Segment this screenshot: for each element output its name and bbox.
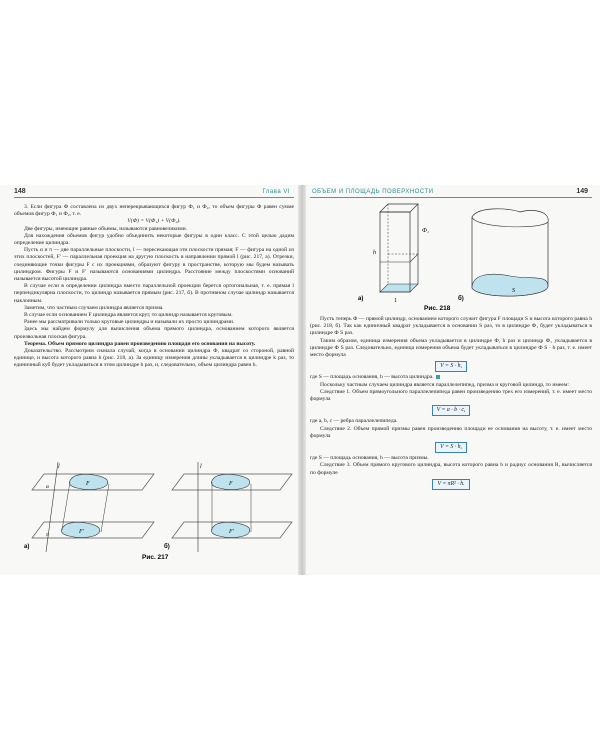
para-equal-volume: Две фигуры, имеющие равные объемы, называются равновеликими. — [24, 225, 188, 232]
cylinder-base-S — [472, 274, 548, 296]
label-S-218: S — [512, 288, 515, 294]
figure-217b — [164, 462, 292, 552]
left-page-body — [14, 204, 294, 370]
para-cylinder-intro: Для нахождения объемов фигур удобно объединить некоторые фигуры в один класс. С этой целью дадим определение цилиндра. — [14, 232, 294, 247]
label-b-218: б) — [458, 296, 464, 302]
label-F-a: F — [86, 481, 90, 487]
para-where-1: где S — площадь основания, h — высота цилиндра. — [310, 374, 592, 381]
label-F-b: F — [229, 481, 233, 487]
figure-217a — [24, 462, 154, 552]
prism-front — [380, 212, 410, 292]
label-alpha-a: α — [46, 484, 49, 490]
label-Fp-a: F′ — [79, 529, 84, 535]
theorem: Теорема. Объем прямого цилиндра равен произведению площади его основания на высоту. — [24, 340, 256, 347]
left-running-head: Глава VI — [262, 189, 290, 195]
para-circular: В случае если основанием F цилиндра является круг, то цилиндр называется круговым. — [24, 312, 233, 319]
para-parallelepiped: Поскольку частным случаем цилиндра является параллелепипед, призма и круговой цилиндр, то имеем: — [320, 381, 569, 388]
label-a: а) — [24, 544, 30, 550]
left-page-number: 148 — [14, 188, 26, 195]
figure-218a — [358, 204, 429, 304]
para-right-cylinder: В случае если в определении цилиндра вместо параллельной проекции берется ортогональная, т. е. прямая l перпендикулярна плоскости, то цилиндр называется прямым (рис. 217, б). В противном случае цилиндр называется наклонным. — [14, 283, 294, 304]
para-prism: Заметим, что частным случаем цилиндра является призма. — [24, 304, 164, 311]
corollary-1: Следствие 1. Объем прямоугольного параллелепипеда равен произведению трех его измерений, т. е. имеет место формула — [310, 388, 592, 403]
left-page-header — [14, 188, 294, 198]
figure-217 — [22, 460, 294, 560]
para-let: Пусть теперь Ф — прямой цилиндр, основанием которого служит фигура F площади S и высота которого равна h (рис. 218, б). Так как единичный квадрат укладывается в основании S раз, то в цилиндре Ф₁ будет укладываться в цилиндре Ф S раз. — [310, 316, 592, 337]
label-phi-218: Ф₁ — [422, 228, 429, 234]
corollary-3: Следствие 3. Объем прямого кругового цилиндра, высота которого равна h и радиус основания R, вычисляется по формуле — [310, 462, 592, 476]
para-earlier: Ранее мы рассматривали только круговые цилиндры и называли их просто цилиндрами. — [24, 319, 235, 326]
fig-218-caption: Рис. 218 — [424, 305, 451, 312]
figure-218 — [340, 202, 560, 312]
label-Fp-b: F′ — [229, 529, 234, 535]
fig-217-caption: Рис. 217 — [142, 554, 169, 560]
corollary-2: Следствие 2. Объем прямой призмы равен произведению площади ее основания на высоту, т. е. имеет место формула — [310, 425, 592, 439]
label-l-a: l — [58, 464, 60, 470]
formula-sum: V(Ф) = V(Ф₁) + V(Ф₂). — [127, 218, 181, 225]
right-page-number: 149 — [576, 188, 588, 195]
line-l-a — [46, 462, 58, 552]
para-where-2: где a, b, c — ребра параллелепипеда. — [310, 418, 398, 425]
label-a-218: а) — [358, 296, 364, 302]
formula-main: V = S · h, — [435, 361, 467, 372]
right-page-header — [310, 188, 592, 198]
formula-abc: V = a · b · c, — [432, 405, 471, 416]
figure-218b — [458, 209, 548, 302]
item-3: 3. Если фигура Ф составлена из двух неперекрывающихся фигур Ф₁ и Ф₂, то объем фигуры Ф равен сумме объемов фигур Ф₁ и Ф₂, т. е. — [14, 204, 294, 218]
proof: Доказательство. Рассмотрим сначала случай, когда в основании цилиндра Ф, квадрат со стороной, равной единице, и высота которого равна h (рис. 218, а). За единицу измерения длины укладывается в цилиндре k раз, то единичный куб будет укладываться в этом цилиндре h раз, и, следовательно, объем цилиндра равен h. — [14, 348, 294, 369]
formula-prism: V = S · h, — [435, 442, 467, 453]
label-b: б) — [164, 544, 170, 550]
right-page-body — [310, 316, 592, 492]
para-here: Здесь мы найдем формулу для вычисления объема прямого цилиндра, основанием которого является произвольная плоская фигура. — [14, 326, 294, 340]
label-l-b: l — [200, 464, 202, 470]
para-thus: Таким образом, единица измерения объема укладывается в цилиндре Ф, h раз и цилиндр Ф₁ укладывается в цилиндре Ф S раз. Следовательно, единица измерения объема будет укладываться в цилиндре Ф S · h раз, т. е. имеет место формула — [310, 337, 592, 359]
right-running-head: ОБЪЕМ И ПЛОЩАДЬ ПОВЕРХНОСТИ — [312, 189, 434, 195]
formula-cyl: V = πR² · h. — [432, 479, 469, 490]
label-one-218: 1 — [394, 298, 397, 304]
label-pi-a: π — [46, 532, 49, 538]
para-definition: Пусть α и π — две параллельные плоскости, l — пересекающая эти плоскости прямая; F — фигура на одной из этих плоскостей, F′ — параллельная проекция на другую плоскость в направлении прямой l (рис. 217, а). Отрезки, соединяющие точки фигуры F с их проекциями, образуют фигуру в пространстве, которую мы будем называть цилиндром. Фигуры F и F′ называются основаниями цилиндра. Расстояние между плоскостями оснований называется высотой цилиндра. — [14, 247, 294, 283]
book-gutter — [298, 185, 306, 575]
end-proof-icon — [436, 375, 440, 379]
label-h-218: h — [373, 250, 376, 256]
para-where-3: где S — площадь основания, h — высота призмы. — [310, 455, 429, 462]
